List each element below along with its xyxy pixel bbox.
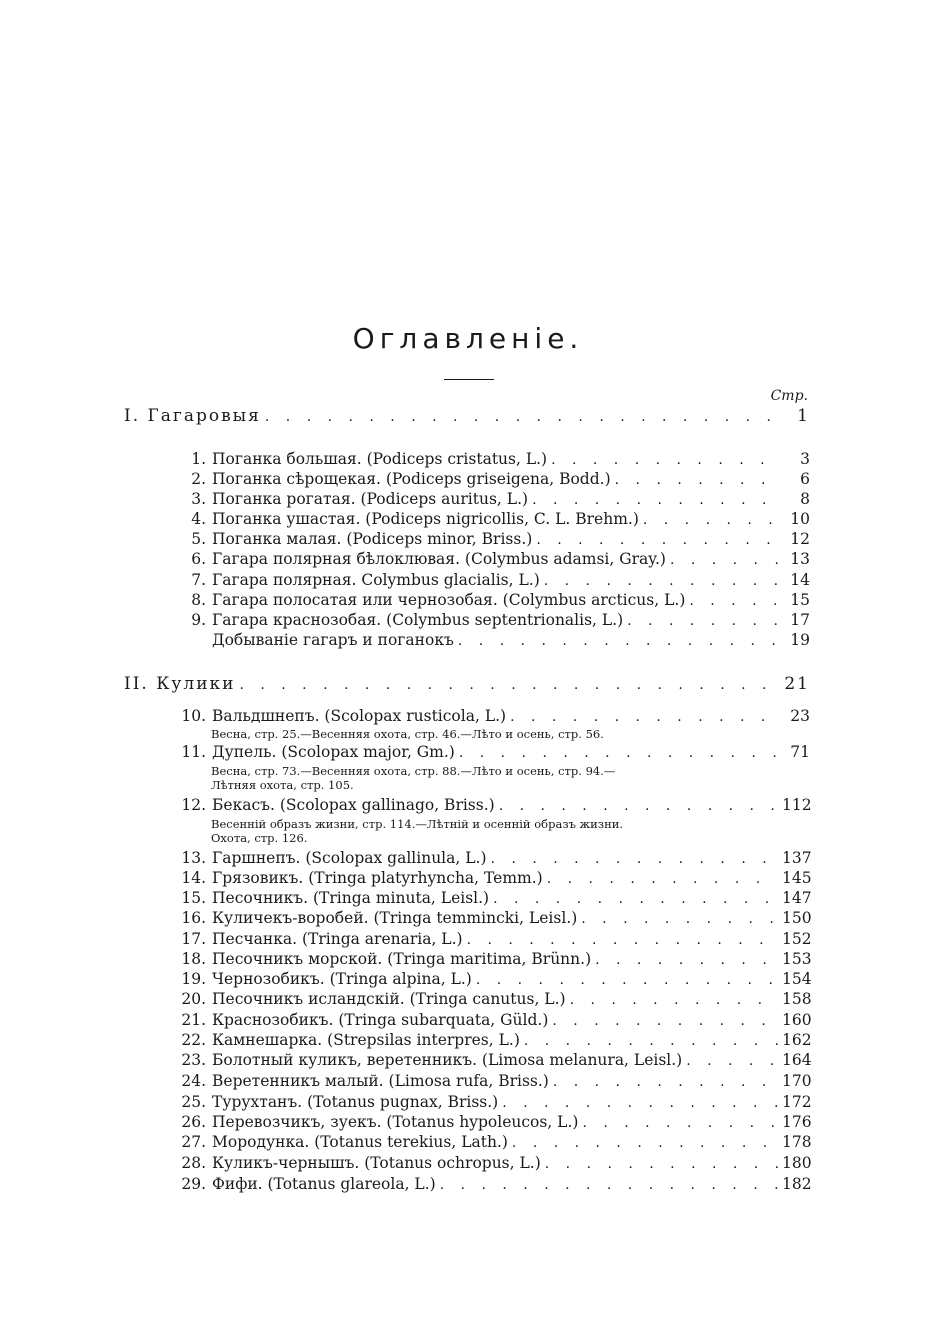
dot-leader xyxy=(615,472,778,488)
entry-title: Гагара краснозобая. (Colymbus septentrionalis, L.) xyxy=(212,611,624,629)
entry-number: 26. xyxy=(181,1113,206,1131)
entry-number: 19. xyxy=(181,970,206,988)
entry-title: Фифи. (Totanus glareola, L.) xyxy=(212,1175,436,1193)
entry-number: 9. xyxy=(191,611,206,629)
entry-title: Вальдшнепъ. (Scolopax rusticola, L.) xyxy=(212,707,507,725)
page-number: 8 xyxy=(800,490,810,508)
entry-number: 21. xyxy=(181,1011,206,1029)
toc-entry xyxy=(168,950,810,970)
page-number: 158 xyxy=(782,990,812,1008)
dot-leader xyxy=(553,1074,778,1090)
entry-number: 14. xyxy=(181,869,206,887)
entry-number: 25. xyxy=(181,1093,206,1111)
toc-entry xyxy=(168,530,810,550)
dot-leader xyxy=(440,1177,778,1193)
toc-entry xyxy=(168,631,810,651)
toc-entry xyxy=(168,909,810,929)
page-number: 150 xyxy=(782,909,812,927)
entry-title: Куликъ-чернышъ. (Totanus ochropus, L.) xyxy=(212,1154,541,1172)
entry-title: Турухтанъ. (Totanus pugnax, Briss.) xyxy=(212,1093,499,1111)
toc-subentry xyxy=(211,764,810,792)
entry-title: Бекасъ. (Scolopax gallinago, Briss.) xyxy=(212,796,495,814)
entry-number: 12. xyxy=(181,796,206,814)
toc-entry xyxy=(168,450,810,470)
dot-leader xyxy=(643,512,778,528)
page-number: 182 xyxy=(782,1175,812,1193)
entry-number: 4. xyxy=(191,510,206,528)
page-column-header: Стр. xyxy=(770,388,808,404)
page-number: 137 xyxy=(782,849,812,867)
dot-leader xyxy=(670,552,778,568)
toc-entry xyxy=(168,510,810,530)
entry-title: Гаршнепъ. (Scolopax gallinula, L.) xyxy=(212,849,487,867)
dot-leader xyxy=(689,593,778,609)
page-number: 15 xyxy=(790,591,810,609)
dot-leader xyxy=(544,573,778,589)
dot-leader xyxy=(547,871,778,887)
page-number: 6 xyxy=(800,470,810,488)
toc-entry xyxy=(168,1133,810,1153)
section-label: II. Кулики xyxy=(124,674,236,694)
dot-leader xyxy=(536,532,778,548)
dot-leader xyxy=(627,613,778,629)
page-number: 1 xyxy=(797,406,810,426)
page-number: 147 xyxy=(782,889,812,907)
toc-entry xyxy=(168,849,810,869)
page-number: 178 xyxy=(782,1133,812,1151)
toc-entry xyxy=(168,1031,810,1051)
entry-title: Камнешарка. (Strepsilas interpres, L.) xyxy=(212,1031,520,1049)
page-number: 170 xyxy=(782,1072,812,1090)
dot-leader xyxy=(686,1053,778,1069)
page-number: 176 xyxy=(782,1113,812,1131)
page-number: 13 xyxy=(790,550,810,568)
entry-number: 23. xyxy=(181,1051,206,1069)
dot-leader xyxy=(510,709,778,725)
subentry-text: Весна, стр. 25.—Весенняя охота, стр. 46.—Лѣто и осень, стр. 56. xyxy=(211,727,604,741)
page-number: 154 xyxy=(782,970,812,988)
toc-entry xyxy=(168,611,810,631)
entry-title: Перевозчикъ, зуекъ. (Totanus hypoleucos, L.) xyxy=(212,1113,579,1131)
entry-title: Поганка сѣрощекая. (Podiceps griseigena, Bodd.) xyxy=(212,470,611,488)
page-number: 21 xyxy=(784,674,810,694)
toc-subentry xyxy=(211,817,810,845)
dot-leader xyxy=(458,633,778,649)
entry-number: 13. xyxy=(181,849,206,867)
page-number: 162 xyxy=(782,1031,812,1049)
entry-title: Дупель. (Scolopax major, Gm.) xyxy=(212,743,455,761)
entry-number: 28. xyxy=(181,1154,206,1172)
entry-number: 5. xyxy=(191,530,206,548)
subentry-text: Охота, стр. 126. xyxy=(211,831,308,845)
toc-entry xyxy=(168,1154,810,1174)
entry-title: Поганка ушастая. (Podiceps nigricollis, C. L. Brehm.) xyxy=(212,510,639,528)
entry-number: 1. xyxy=(191,450,206,468)
entry-title: Мородунка. (Totanus terekius, Lath.) xyxy=(212,1133,508,1151)
dot-leader xyxy=(491,851,778,867)
page-number: 153 xyxy=(782,950,812,968)
entry-title: Чернозобикъ. (Tringa alpina, L.) xyxy=(212,970,472,988)
toc-entry xyxy=(168,743,810,763)
entry-title: Поганка рогатая. (Podiceps auritus, L.) xyxy=(212,490,529,508)
toc-entry xyxy=(168,1113,810,1133)
page-number: 180 xyxy=(782,1154,812,1172)
entry-number: 17. xyxy=(181,930,206,948)
dot-leader xyxy=(545,1156,778,1172)
page-number: 152 xyxy=(782,930,812,948)
toc-entry xyxy=(168,1051,810,1071)
dot-leader xyxy=(552,1013,778,1029)
page-number: 19 xyxy=(790,631,810,649)
page-title: Оглавленіе. xyxy=(352,322,584,355)
dot-leader xyxy=(476,972,778,988)
section-heading xyxy=(124,674,810,694)
entry-number: 29. xyxy=(181,1175,206,1193)
toc-entry xyxy=(168,707,810,727)
toc-entry xyxy=(168,1011,810,1031)
dot-leader xyxy=(551,452,778,468)
dot-leader xyxy=(499,798,778,814)
dot-leader xyxy=(512,1135,778,1151)
entry-number: 24. xyxy=(181,1072,206,1090)
entry-number: 16. xyxy=(181,909,206,927)
page-number: 12 xyxy=(790,530,810,548)
dot-leader xyxy=(524,1033,778,1049)
section-heading xyxy=(124,406,810,426)
entry-number: 15. xyxy=(181,889,206,907)
entry-title: Гагара полярная бѣлоклювая. (Colymbus adamsi, Gray.) xyxy=(212,550,666,568)
page-number: 10 xyxy=(790,510,810,528)
toc-entry xyxy=(168,889,810,909)
toc-entry xyxy=(168,1175,810,1195)
toc-entry xyxy=(168,796,810,816)
entry-title: Болотный куликъ, веретенникъ. (Limosa melanura, Leisl.) xyxy=(212,1051,683,1069)
dot-leader xyxy=(595,952,778,968)
title-rule xyxy=(444,379,494,380)
entry-number: 20. xyxy=(181,990,206,1008)
toc-entry xyxy=(168,1072,810,1092)
page-number: 160 xyxy=(782,1011,812,1029)
dot-leader xyxy=(570,992,778,1008)
dot-leader xyxy=(581,911,778,927)
entry-title: Веретенникъ малый. (Limosa rufa, Briss.) xyxy=(212,1072,549,1090)
dot-leader xyxy=(493,891,778,907)
dot-leader xyxy=(459,745,778,761)
section-label: I. Гагаровыя xyxy=(124,406,261,426)
entry-number: 27. xyxy=(181,1133,206,1151)
entry-title: Гагара полосатая или чернозобая. (Colymbus arcticus, L.) xyxy=(212,591,686,609)
dot-leader xyxy=(239,677,778,693)
toc-subentry xyxy=(211,727,810,741)
entry-title: Грязовикъ. (Tringa platyrhyncha, Temm.) xyxy=(212,869,543,887)
entry-number: 7. xyxy=(191,571,206,589)
entry-number: 10. xyxy=(181,707,206,725)
page-number: 164 xyxy=(782,1051,812,1069)
toc-entry xyxy=(168,930,810,950)
page-number: 17 xyxy=(790,611,810,629)
dot-leader xyxy=(265,409,778,425)
entry-title: Поганка малая. (Podiceps minor, Briss.) xyxy=(212,530,533,548)
page-number: 71 xyxy=(790,743,810,761)
entry-title: Гагара полярная. Colymbus glacialis, L.) xyxy=(212,571,540,589)
dot-leader xyxy=(582,1115,778,1131)
entry-title: Краснозобикъ. (Tringa subarquata, Güld.) xyxy=(212,1011,549,1029)
toc-entry xyxy=(168,550,810,570)
subentry-text: Лѣтняя охота, стр. 105. xyxy=(211,778,354,792)
entry-number: 6. xyxy=(191,550,206,568)
toc-entry xyxy=(168,990,810,1010)
entry-title: Песчанка. (Tringa arenaria, L.) xyxy=(212,930,463,948)
page-number: 145 xyxy=(782,869,812,887)
entry-number: 11. xyxy=(181,743,206,761)
entry-title: Песочникъ. (Tringa minuta, Leisl.) xyxy=(212,889,490,907)
entry-title: Поганка большая. (Podiceps cristatus, L.) xyxy=(212,450,548,468)
dot-leader xyxy=(467,932,778,948)
entry-title: Песочникъ исландскій. (Tringa canutus, L.) xyxy=(212,990,566,1008)
entry-title: Добываніе гагаръ и поганокъ xyxy=(212,631,454,649)
page-number: 172 xyxy=(782,1093,812,1111)
toc-entry xyxy=(168,869,810,889)
toc-entry xyxy=(168,490,810,510)
toc-entry xyxy=(168,591,810,611)
dot-leader xyxy=(532,492,778,508)
page-number: 112 xyxy=(782,796,812,814)
entry-number: 2. xyxy=(191,470,206,488)
toc-entry xyxy=(168,1093,810,1113)
subentry-text: Весна, стр. 73.—Весенняя охота, стр. 88.—Лѣто и осень, стр. 94.— xyxy=(211,764,616,778)
subentry-text: Весеннiй образъ жизни, стр. 114.—Лѣтнiй и осеннiй образъ жизни. xyxy=(211,817,624,831)
page-number: 23 xyxy=(790,707,810,725)
page-number: 3 xyxy=(800,450,810,468)
entry-title: Куличекъ-воробей. (Tringa temmincki, Leisl.) xyxy=(212,909,578,927)
toc-entry xyxy=(168,470,810,490)
entry-number: 22. xyxy=(181,1031,206,1049)
toc-entry xyxy=(168,970,810,990)
toc-entry xyxy=(168,571,810,591)
dot-leader xyxy=(502,1095,778,1111)
entry-number: 8. xyxy=(191,591,206,609)
entry-title: Песочникъ морской. (Tringa maritima, Brünn.) xyxy=(212,950,592,968)
entry-number: 18. xyxy=(181,950,206,968)
entry-number: 3. xyxy=(191,490,206,508)
page-number: 14 xyxy=(790,571,810,589)
